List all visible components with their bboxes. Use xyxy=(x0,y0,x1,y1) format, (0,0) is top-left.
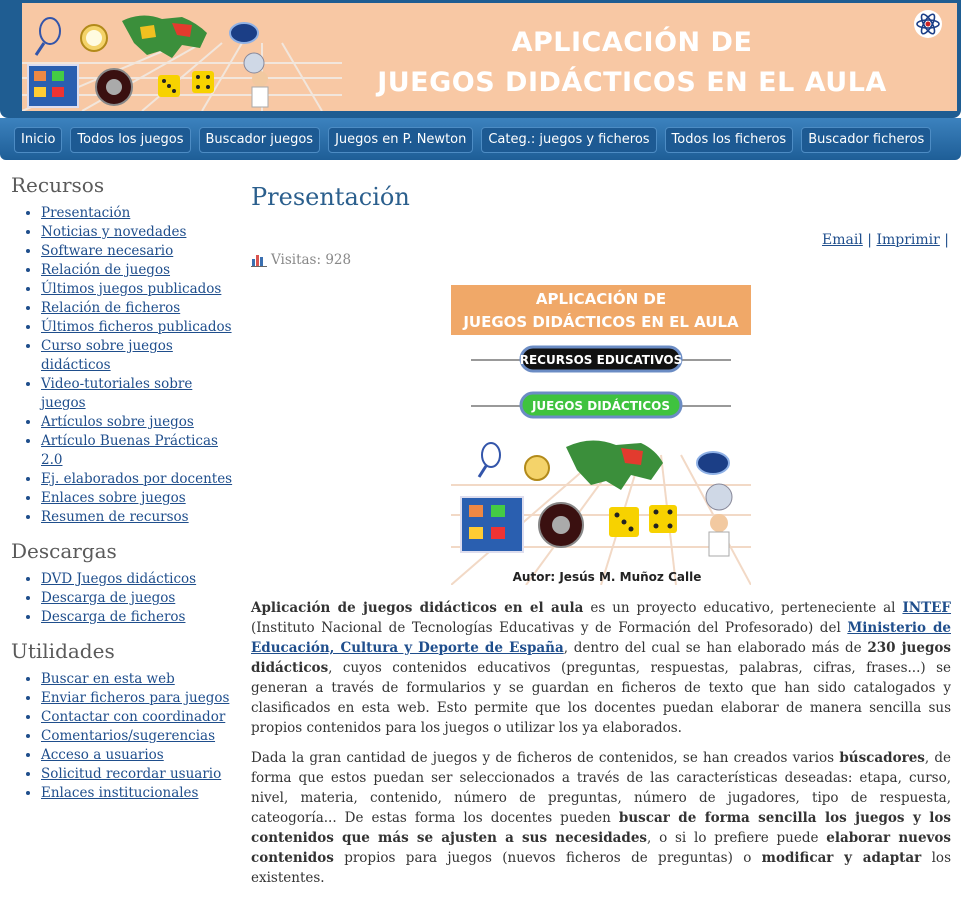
banner-illustration xyxy=(22,3,342,111)
dice-icon-2 xyxy=(192,71,214,93)
cover-author: Autor: Jesús M. Muñoz Calle xyxy=(512,570,702,584)
nav-juegos-newton[interactable]: Juegos en P. Newton xyxy=(328,127,473,153)
text: propios para juegos (nuevos ficheros de preguntas) o xyxy=(333,850,762,866)
list-item xyxy=(41,280,241,299)
sidebar-link-buenas-practicas[interactable]: Artículo Buenas Prácticas 2.0 xyxy=(41,433,218,468)
bar-chart-icon xyxy=(251,253,267,267)
list-item xyxy=(41,765,241,784)
sidebar-link-descarga-juegos[interactable]: Descarga de juegos xyxy=(41,590,176,606)
sidebar-link-articulos[interactable]: Artículos sobre juegos xyxy=(41,414,194,430)
sidebar-link-relacion-ficheros[interactable]: Relación de ficheros xyxy=(41,300,181,316)
text: es un proyecto educativo, perteneciente al xyxy=(583,600,903,616)
visits-text: Visitas: 928 xyxy=(271,252,352,268)
sidebar-link-enlaces-institucionales[interactable]: Enlaces institucionales xyxy=(41,785,199,801)
sidebar-heading-descargas: Descargas xyxy=(11,539,117,563)
bold-text: buscar de forma sencilla los juegos y los contenidos que más se ajusten a sus necesidades xyxy=(251,810,951,846)
list-item xyxy=(41,413,241,432)
paragraph-2 xyxy=(251,748,951,888)
world-map-icon xyxy=(122,15,207,58)
list-item xyxy=(41,489,241,508)
nav-todos-los-juegos[interactable]: Todos los juegos xyxy=(70,127,190,153)
cover-button-recursos: RECURSOS EDUCATIVOS xyxy=(519,353,683,367)
list-item xyxy=(41,375,241,413)
sidebar-link-enlaces-juegos[interactable]: Enlaces sobre juegos xyxy=(41,490,186,506)
sidebar-link-ej-docentes[interactable]: Ej. elaborados por docentes xyxy=(41,471,233,487)
list-item xyxy=(41,570,241,589)
paragraph-1 xyxy=(251,598,951,738)
list-item xyxy=(41,470,241,489)
list-item xyxy=(41,318,241,337)
sidebar xyxy=(11,173,241,815)
descargas-list xyxy=(11,570,241,627)
list-item xyxy=(41,223,241,242)
sidebar-link-curso[interactable]: Curso sobre juegos didácticos xyxy=(41,338,173,373)
list-item xyxy=(41,242,241,261)
list-item xyxy=(41,261,241,280)
bold-text: elaborar nuevos contenidos xyxy=(251,830,951,866)
list-item xyxy=(41,689,241,708)
text: , cuyos contenidos educativos (preguntas, respuestas, palabras, cifras, frases...) se generan a través de formularios y se guardan en ficheros de texto que han sido catalogados y clasificados en esta web. Esto permite que los docentes puedan elaborar de manera sencilla sus propios contenidos para los juegos o utilizar los ya elaborados. xyxy=(251,660,951,736)
ministerio-link[interactable]: Ministerio de Educación, Cultura y Deporte de España xyxy=(251,620,951,656)
sidebar-link-noticias[interactable]: Noticias y novedades xyxy=(41,224,187,240)
sidebar-heading-utilidades: Utilidades xyxy=(11,639,115,663)
list-item xyxy=(41,670,241,689)
sidebar-link-comentarios[interactable]: Comentarios/sugerencias xyxy=(41,728,216,744)
sidebar-link-video-tutoriales[interactable]: Video-tutoriales sobre juegos xyxy=(41,376,193,411)
list-item xyxy=(41,746,241,765)
sidebar-link-descarga-ficheros[interactable]: Descarga de ficheros xyxy=(41,609,186,625)
header xyxy=(0,0,961,118)
separator: | xyxy=(944,232,949,248)
sidebar-heading-recursos: Recursos xyxy=(11,173,105,197)
sidebar-link-contactar[interactable]: Contactar con coordinador xyxy=(41,709,226,725)
sidebar-link-resumen[interactable]: Resumen de recursos xyxy=(41,509,189,525)
banner-title xyxy=(352,23,912,103)
bold-text: 230 juegos didácticos xyxy=(251,640,951,676)
list-item xyxy=(41,432,241,470)
banner xyxy=(22,3,957,111)
sidebar-link-recordar-usuario[interactable]: Solicitud recordar usuario xyxy=(41,766,222,782)
list-item xyxy=(41,299,241,318)
article-body xyxy=(251,598,951,898)
nav-inicio[interactable]: Inicio xyxy=(14,127,62,153)
intef-link[interactable]: INTEF xyxy=(902,600,952,616)
list-item xyxy=(41,337,241,375)
text: , o si lo prefiere puede xyxy=(647,830,827,846)
list-item xyxy=(41,708,241,727)
bold-text: modificar y adaptar xyxy=(761,850,922,866)
nav-categorias[interactable]: Categ.: juegos y ficheros xyxy=(481,127,656,153)
bold-text: búscadores xyxy=(839,750,925,766)
main-nav xyxy=(0,118,961,160)
text: Dada la gran cantidad de juegos y de ficheros de contenidos, se han creados varios xyxy=(251,750,840,766)
atom-icon xyxy=(913,9,943,39)
article-tools xyxy=(822,232,949,248)
list-item xyxy=(41,727,241,746)
cover-button-juegos: JUEGOS DIDÁCTICOS xyxy=(531,399,671,413)
badge-icon xyxy=(230,23,258,43)
text: los existentes. xyxy=(251,850,951,886)
nav-buscador-ficheros[interactable]: Buscador ficheros xyxy=(801,127,931,153)
sidebar-link-software[interactable]: Software necesario xyxy=(41,243,174,259)
text: , dentro del cual se han elaborado más de xyxy=(563,640,868,656)
bold-text: Aplicación de juegos didácticos en el aula xyxy=(251,600,584,616)
sidebar-link-acceso[interactable]: Acceso a usuarios xyxy=(41,747,164,763)
text: , de forma que estos puedan ser seleccionados a través de las características deseadas: etapa, curso, nivel, materia, contenido, número de preguntas, número de jugadores, tipo de respuesta, cateogoría... De estas forma los docentes pueden xyxy=(251,750,952,826)
sidebar-link-ultimos-ficheros[interactable]: Últimos ficheros publicados xyxy=(41,319,232,335)
email-link[interactable]: Email xyxy=(822,232,863,248)
cover-title-line2: JUEGOS DIDÁCTICOS EN EL AULA xyxy=(463,313,739,331)
page-title: Presentación xyxy=(251,183,410,211)
sidebar-link-dvd[interactable]: DVD Juegos didácticos xyxy=(41,571,197,587)
nav-todos-los-ficheros[interactable]: Todos los ficheros xyxy=(665,127,794,153)
sidebar-link-ultimos-juegos[interactable]: Últimos juegos publicados xyxy=(41,281,222,297)
recursos-list xyxy=(11,204,241,527)
list-item xyxy=(41,508,241,527)
sidebar-link-enviar-ficheros[interactable]: Enviar ficheros para juegos xyxy=(41,690,230,706)
text: (Instituto Nacional de Tecnologías Educativas y de Formación del Profesorado) del xyxy=(251,620,848,636)
utilidades-list xyxy=(11,670,241,803)
main-content xyxy=(251,180,952,886)
cover-image xyxy=(451,285,751,585)
banner-title-line1: APLICACIÓN DE xyxy=(511,27,753,58)
sidebar-link-relacion-juegos[interactable]: Relación de juegos xyxy=(41,262,171,278)
separator: | xyxy=(867,232,872,248)
list-item xyxy=(41,608,241,627)
print-link[interactable]: Imprimir xyxy=(876,232,940,248)
racket-icon xyxy=(40,18,60,44)
cover-title-line1: APLICACIÓN DE xyxy=(535,290,667,308)
list-item xyxy=(41,589,241,608)
nav-buscador-juegos[interactable]: Buscador juegos xyxy=(199,127,321,153)
sidebar-link-presentacion[interactable]: Presentación xyxy=(41,205,131,221)
sidebar-link-buscar[interactable]: Buscar en esta web xyxy=(41,671,175,687)
list-item xyxy=(41,204,241,223)
banner-title-line2: JUEGOS DIDÁCTICOS EN EL AULA xyxy=(377,67,887,98)
list-item xyxy=(41,784,241,803)
visits-counter xyxy=(251,252,351,268)
